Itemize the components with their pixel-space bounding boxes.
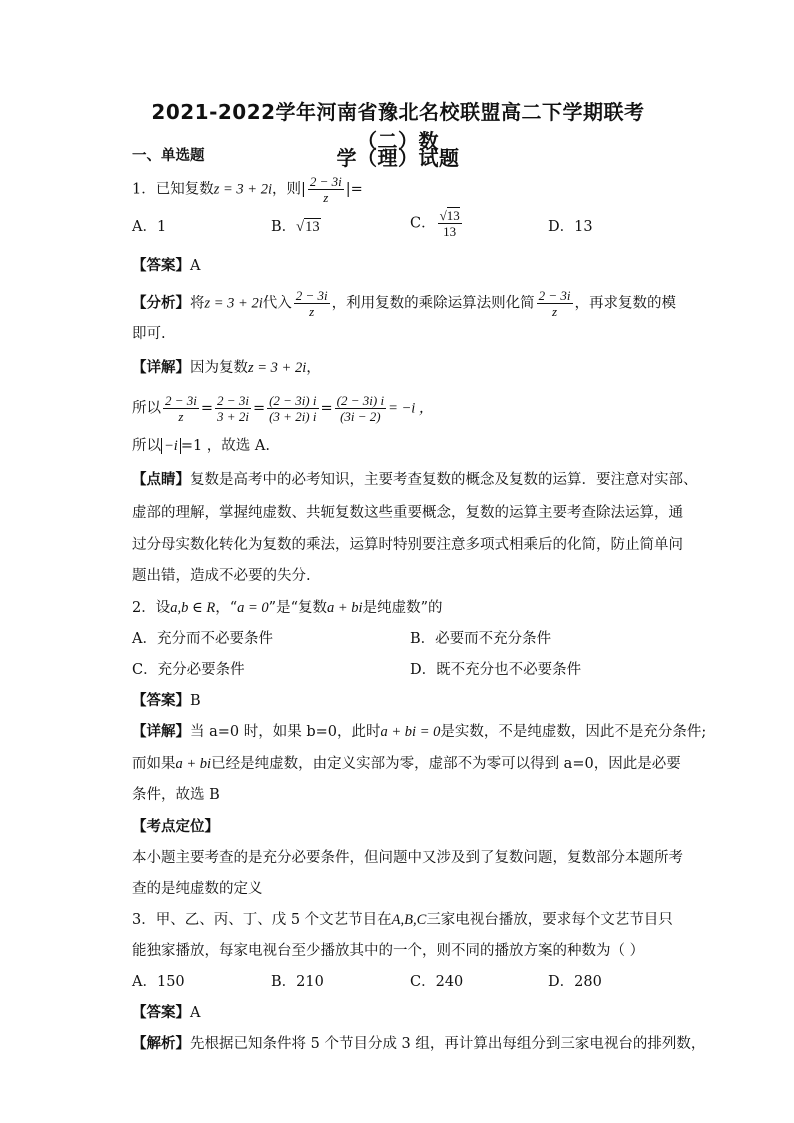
q2-kaodian-line-2: 查的是纯虚数的定义 [132, 881, 263, 897]
q3-option-b: B．210 [271, 974, 324, 990]
q3-stem-line-2: 能独家播放，每家电视台至少播放其中的一个，则不同的播放方案的种数为（ ） [132, 943, 645, 959]
q1-analysis-line-2: 即可. [132, 326, 166, 342]
q2-detail-line-3: 条件，故选 B [132, 787, 220, 803]
q2-stem: 2．设a,b ∈ R，“a = 0”是“复数a + bi是纯虚数”的 [132, 600, 443, 616]
q1-comment-line-2: 虚部的理解，掌握纯虚数、共轭复数这些重要概念，复数的运算主要考查除法运算，通 [132, 505, 683, 521]
q1-equation: 所以 $\frac{2 - 3i}{z}$ = $\frac{2 - 3i}{3 + 2i}$ = $\frac{(2 - 3i) i}{(3 + 2i) i}$ = $\frac{(2 - 3i) i}{(3i - 2)}$ = −i ， [132, 393, 434, 424]
document-title-line-1: 2021-2022学年河南省豫北名校联盟高二下学期联考（二）数 [151, 100, 645, 153]
q1-comment-line-1: 【点睛】复数是高考中的必考知识，主要考查复数的概念及复数的运算．要注意对实部、 [132, 472, 698, 488]
q1-answer: 【答案】A [132, 258, 201, 274]
q3-stem-line-1: 3．甲、乙、丙、丁、戊 5 个文艺节目在A,B,C三家电视台播放，要求每个文艺节目只 [132, 912, 673, 928]
q1-stem: 1．已知复数z = 3 + 2i，则| $\frac{2 - 3i}{z}$ |= [132, 174, 363, 205]
q1-analysis: 【分析】将z = 3 + 2i代入 $\frac{2 - 3i}{z}$ ，利用复数的乘除运算法则化简 $\frac{2 - 3i}{z}$ ，再求复数的模 [132, 288, 677, 319]
q1-option-d: D．13 [548, 219, 593, 235]
q3-option-c: C．240 [410, 974, 464, 990]
q2-option-c: C．充分必要条件 [132, 662, 245, 678]
q2-detail-line-2: 而如果a + bi已经是纯虚数，由定义实部为零，虚部不为零可以得到 a=0，因此是必要 [132, 756, 681, 772]
q2-kaodian-line-1: 本小题主要考查的是充分必要条件，但问题中又涉及到了复数问题，复数部分本题所考 [132, 850, 683, 866]
q1-fraction: $\frac{2 - 3i}{z}$ [309, 174, 342, 205]
q2-kaodian-tag: 【考点定位】 [132, 819, 219, 835]
q1-comment-line-3: 过分母实数化转化为复数的乘法，运算时特别要注意多项式相乘后的化简，防止简单问 [132, 537, 683, 553]
q3-option-a: A．150 [132, 974, 185, 990]
q1-detail-conclusion: 所以 −i =1 ，故选 A. [132, 438, 271, 454]
q1-option-b: B．√13 [271, 219, 320, 235]
q2-detail-line-1: 【详解】当 a=0 时，如果 b=0，此时a + bi = 0是实数，不是纯虚数，因此不是充分条件; [132, 724, 707, 740]
q1-option-a: A．1 [132, 219, 167, 235]
q3-answer: 【答案】A [132, 1005, 201, 1021]
q1-comment-line-4: 题出错，造成不必要的失分. [132, 568, 311, 584]
q1-detail: 【详解】因为复数z = 3 + 2i， [132, 360, 321, 376]
q2-answer: 【答案】B [132, 693, 201, 709]
document-title-line-2: 学（理）试题 [336, 146, 460, 170]
q2-option-b: B．必要而不充分条件 [410, 631, 552, 647]
q3-option-d: D．280 [548, 974, 602, 990]
q3-analysis-line-1: 【解析】先根据已知条件将 5 个节目分成 3 组，再计算出每组分到三家电视台的排列数， [132, 1036, 706, 1052]
q2-option-a: A．充分而不必要条件 [132, 631, 273, 647]
q1-option-c: C． $\frac{√13}{13}$ [410, 208, 460, 239]
q2-option-d: D．既不充分也不必要条件 [410, 662, 582, 678]
section-heading: 一、单选题 [132, 148, 205, 164]
